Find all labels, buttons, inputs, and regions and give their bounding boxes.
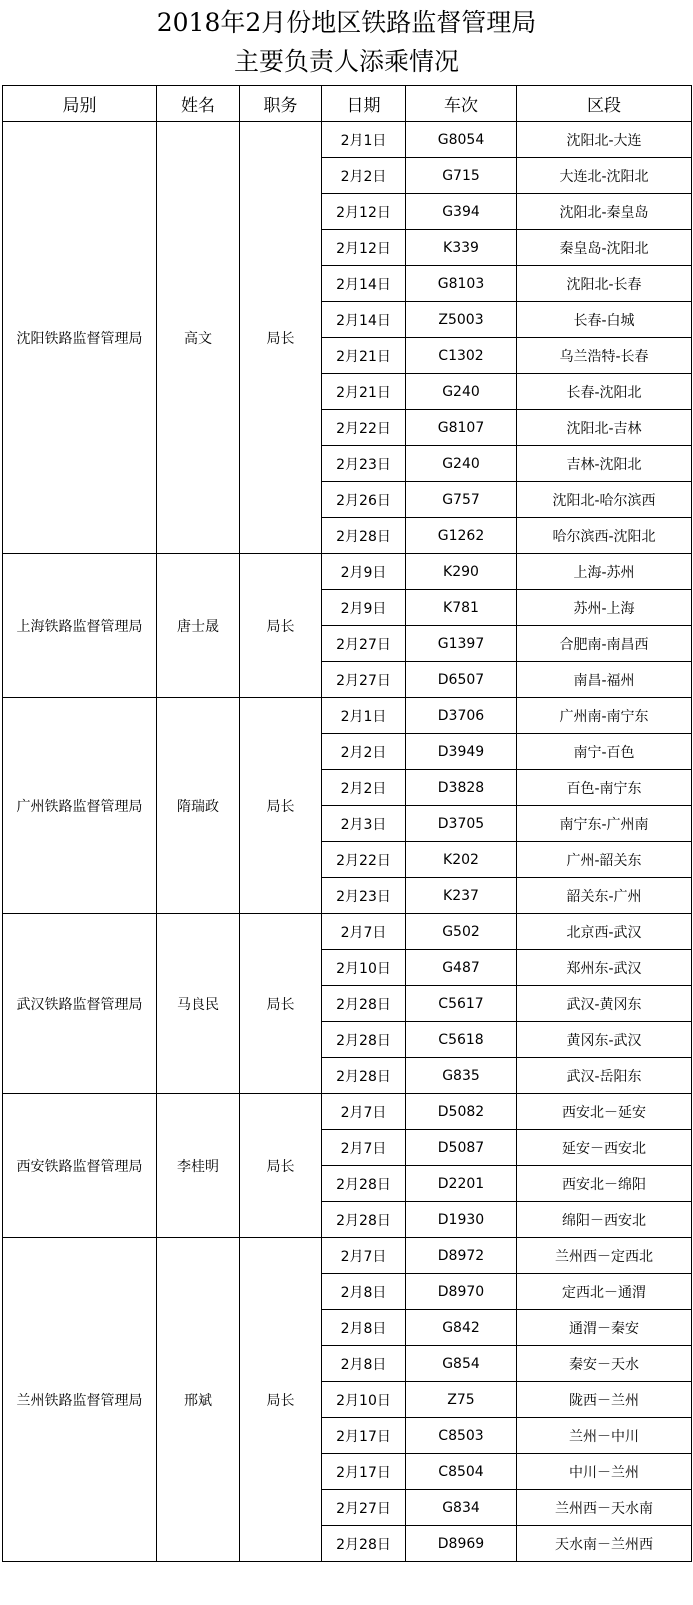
page-subtitle: 主要负责人添乘情况 — [233, 47, 459, 76]
header-name: 姓名 — [157, 86, 240, 122]
train-number-cell: C8504 — [406, 1454, 517, 1490]
train-number-cell: G502 — [406, 914, 517, 950]
date-cell: 2月3日 — [322, 806, 406, 842]
inspection-table — [2, 85, 692, 1562]
train-number-cell: D5082 — [406, 1094, 517, 1130]
train-number-cell: D3706 — [406, 698, 517, 734]
bureau-cell: 武汉铁路监督管理局 — [3, 914, 157, 1094]
train-number-cell: C8503 — [406, 1418, 517, 1454]
table-body — [3, 122, 692, 1562]
date-cell: 2月7日 — [322, 1130, 406, 1166]
train-number-cell: G757 — [406, 482, 517, 518]
section-cell: 北京西-武汉 — [517, 914, 692, 950]
date-cell: 2月7日 — [322, 1238, 406, 1274]
section-cell: 沈阳北-大连 — [517, 122, 692, 158]
train-number-cell: D8970 — [406, 1274, 517, 1310]
position-cell: 局长 — [240, 698, 322, 914]
train-number-cell: G8054 — [406, 122, 517, 158]
person-name-cell: 高文 — [157, 122, 240, 554]
date-cell: 2月23日 — [322, 446, 406, 482]
person-name-cell: 马良民 — [157, 914, 240, 1094]
bureau-cell: 上海铁路监督管理局 — [3, 554, 157, 698]
bureau-cell: 沈阳铁路监督管理局 — [3, 122, 157, 554]
table-row — [3, 122, 692, 158]
date-cell: 2月21日 — [322, 338, 406, 374]
section-cell: 韶关东-广州 — [517, 878, 692, 914]
section-cell: 沈阳北-吉林 — [517, 410, 692, 446]
train-number-cell: G394 — [406, 194, 517, 230]
section-cell: 秦皇岛-沈阳北 — [517, 230, 692, 266]
train-number-cell: D8972 — [406, 1238, 517, 1274]
train-number-cell: G8107 — [406, 410, 517, 446]
train-number-cell: D8969 — [406, 1526, 517, 1562]
train-number-cell: G854 — [406, 1346, 517, 1382]
train-number-cell: K339 — [406, 230, 517, 266]
section-cell: 大连北-沈阳北 — [517, 158, 692, 194]
train-number-cell: K237 — [406, 878, 517, 914]
page-title: 2018年2月份地区铁路监督管理局 — [156, 8, 537, 37]
train-number-cell: D6507 — [406, 662, 517, 698]
train-number-cell: G834 — [406, 1490, 517, 1526]
train-number-cell: G715 — [406, 158, 517, 194]
table-row — [3, 554, 692, 590]
date-cell: 2月7日 — [322, 1094, 406, 1130]
section-cell: 西安北－绵阳 — [517, 1166, 692, 1202]
section-cell: 兰州－中川 — [517, 1418, 692, 1454]
header-date: 日期 — [322, 86, 406, 122]
date-cell: 2月17日 — [322, 1454, 406, 1490]
date-cell: 2月12日 — [322, 194, 406, 230]
date-cell: 2月7日 — [322, 914, 406, 950]
section-cell: 陇西－兰州 — [517, 1382, 692, 1418]
section-cell: 郑州东-武汉 — [517, 950, 692, 986]
section-cell: 南昌-福州 — [517, 662, 692, 698]
date-cell: 2月28日 — [322, 1202, 406, 1238]
person-name-cell: 邢斌 — [157, 1238, 240, 1562]
section-cell: 武汉-岳阳东 — [517, 1058, 692, 1094]
date-cell: 2月8日 — [322, 1346, 406, 1382]
section-cell: 秦安－天水 — [517, 1346, 692, 1382]
section-cell: 吉林-沈阳北 — [517, 446, 692, 482]
section-cell: 合肥南-南昌西 — [517, 626, 692, 662]
section-cell: 兰州西－定西北 — [517, 1238, 692, 1274]
date-cell: 2月10日 — [322, 1382, 406, 1418]
person-name-cell: 隋瑞政 — [157, 698, 240, 914]
date-cell: 2月23日 — [322, 878, 406, 914]
position-cell: 局长 — [240, 554, 322, 698]
train-number-cell: D3828 — [406, 770, 517, 806]
section-cell: 西安北－延安 — [517, 1094, 692, 1130]
date-cell: 2月1日 — [322, 698, 406, 734]
section-cell: 广州南-南宁东 — [517, 698, 692, 734]
header-section: 区段 — [517, 86, 692, 122]
train-number-cell: G835 — [406, 1058, 517, 1094]
section-cell: 沈阳北-秦皇岛 — [517, 194, 692, 230]
date-cell: 2月27日 — [322, 662, 406, 698]
section-cell: 中川－兰州 — [517, 1454, 692, 1490]
date-cell: 2月22日 — [322, 410, 406, 446]
bureau-cell: 广州铁路监督管理局 — [3, 698, 157, 914]
section-cell: 百色-南宁东 — [517, 770, 692, 806]
section-cell: 长春-沈阳北 — [517, 374, 692, 410]
date-cell: 2月27日 — [322, 626, 406, 662]
date-cell: 2月26日 — [322, 482, 406, 518]
date-cell: 2月28日 — [322, 1058, 406, 1094]
date-cell: 2月27日 — [322, 1490, 406, 1526]
section-cell: 兰州西－天水南 — [517, 1490, 692, 1526]
section-cell: 沈阳北-哈尔滨西 — [517, 482, 692, 518]
train-number-cell: G487 — [406, 950, 517, 986]
date-cell: 2月28日 — [322, 1526, 406, 1562]
train-number-cell: D3949 — [406, 734, 517, 770]
section-cell: 武汉-黄冈东 — [517, 986, 692, 1022]
section-cell: 沈阳北-长春 — [517, 266, 692, 302]
position-cell: 局长 — [240, 1238, 322, 1562]
position-cell: 局长 — [240, 122, 322, 554]
section-cell: 长春-白城 — [517, 302, 692, 338]
train-number-cell: K202 — [406, 842, 517, 878]
date-cell: 2月22日 — [322, 842, 406, 878]
section-cell: 天水南－兰州西 — [517, 1526, 692, 1562]
train-number-cell: D2201 — [406, 1166, 517, 1202]
section-cell: 苏州-上海 — [517, 590, 692, 626]
section-cell: 广州-韶关东 — [517, 842, 692, 878]
train-number-cell: D1930 — [406, 1202, 517, 1238]
train-number-cell: C1302 — [406, 338, 517, 374]
date-cell: 2月2日 — [322, 734, 406, 770]
date-cell: 2月8日 — [322, 1274, 406, 1310]
section-cell: 黄冈东-武汉 — [517, 1022, 692, 1058]
train-number-cell: C5617 — [406, 986, 517, 1022]
train-number-cell: Z75 — [406, 1382, 517, 1418]
date-cell: 2月10日 — [322, 950, 406, 986]
header-position: 职务 — [240, 86, 322, 122]
table-row — [3, 1238, 692, 1274]
section-cell: 定西北－通渭 — [517, 1274, 692, 1310]
section-cell: 延安－西安北 — [517, 1130, 692, 1166]
date-cell: 2月14日 — [322, 302, 406, 338]
date-cell: 2月8日 — [322, 1310, 406, 1346]
section-cell: 哈尔滨西-沈阳北 — [517, 518, 692, 554]
train-number-cell: G240 — [406, 446, 517, 482]
header-bureau: 局别 — [3, 86, 157, 122]
date-cell: 2月9日 — [322, 590, 406, 626]
date-cell: 2月28日 — [322, 986, 406, 1022]
table-row — [3, 698, 692, 734]
date-cell: 2月2日 — [322, 158, 406, 194]
position-cell: 局长 — [240, 914, 322, 1094]
train-number-cell: G240 — [406, 374, 517, 410]
section-cell: 绵阳－西安北 — [517, 1202, 692, 1238]
date-cell: 2月28日 — [322, 518, 406, 554]
position-cell: 局长 — [240, 1094, 322, 1238]
person-name-cell: 李桂明 — [157, 1094, 240, 1238]
date-cell: 2月21日 — [322, 374, 406, 410]
train-number-cell: D5087 — [406, 1130, 517, 1166]
bureau-cell: 兰州铁路监督管理局 — [3, 1238, 157, 1562]
date-cell: 2月12日 — [322, 230, 406, 266]
date-cell: 2月1日 — [322, 122, 406, 158]
date-cell: 2月14日 — [322, 266, 406, 302]
section-cell: 南宁东-广州南 — [517, 806, 692, 842]
train-number-cell: G8103 — [406, 266, 517, 302]
date-cell: 2月17日 — [322, 1418, 406, 1454]
train-number-cell: C5618 — [406, 1022, 517, 1058]
train-number-cell: K290 — [406, 554, 517, 590]
header-row — [3, 86, 692, 122]
date-cell: 2月28日 — [322, 1166, 406, 1202]
header-train: 车次 — [406, 86, 517, 122]
train-number-cell: K781 — [406, 590, 517, 626]
date-cell: 2月28日 — [322, 1022, 406, 1058]
train-number-cell: G842 — [406, 1310, 517, 1346]
train-number-cell: Z5003 — [406, 302, 517, 338]
table-row — [3, 1094, 692, 1130]
train-number-cell: G1397 — [406, 626, 517, 662]
table-row — [3, 914, 692, 950]
section-cell: 上海-苏州 — [517, 554, 692, 590]
person-name-cell: 唐士晟 — [157, 554, 240, 698]
train-number-cell: D3705 — [406, 806, 517, 842]
train-number-cell: G1262 — [406, 518, 517, 554]
section-cell: 通渭－秦安 — [517, 1310, 692, 1346]
section-cell: 南宁-百色 — [517, 734, 692, 770]
date-cell: 2月2日 — [322, 770, 406, 806]
section-cell: 乌兰浩特-长春 — [517, 338, 692, 374]
bureau-cell: 西安铁路监督管理局 — [3, 1094, 157, 1238]
date-cell: 2月9日 — [322, 554, 406, 590]
